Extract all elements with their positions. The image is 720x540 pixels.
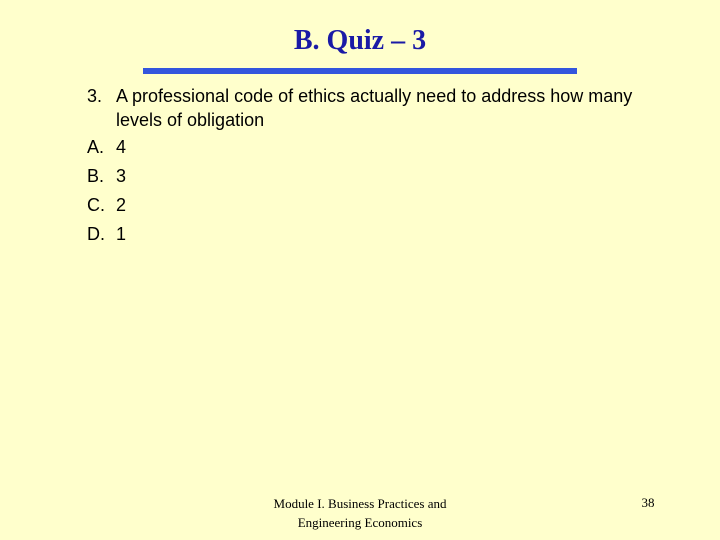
option-value: 2 [116,194,127,215]
option-letter: D. [87,223,105,244]
footer-line-2: Engineering Economics [297,515,423,530]
answer-option-b [87,161,687,190]
option-value: 3 [116,165,127,186]
answer-option-a [87,132,687,161]
answer-option-d [87,219,687,248]
slide-content [87,84,687,248]
slide-title: B. Quiz – 3 [293,25,427,56]
option-value: 4 [116,136,127,157]
quiz-question [87,84,687,132]
footer-line-1: Module I. Business Practices and [273,496,447,511]
question-text: A professional code of ethics actually need to address how many levels of obligation [116,86,633,130]
page-number: 38 [641,495,655,510]
option-letter: B. [87,165,105,186]
option-letter: C. [87,194,105,215]
answer-option-c [87,190,687,219]
option-value: 1 [116,223,127,244]
option-letter: A. [87,136,105,157]
question-number: 3. [87,86,103,106]
title-underline [143,68,577,74]
slide-footer [250,494,470,532]
